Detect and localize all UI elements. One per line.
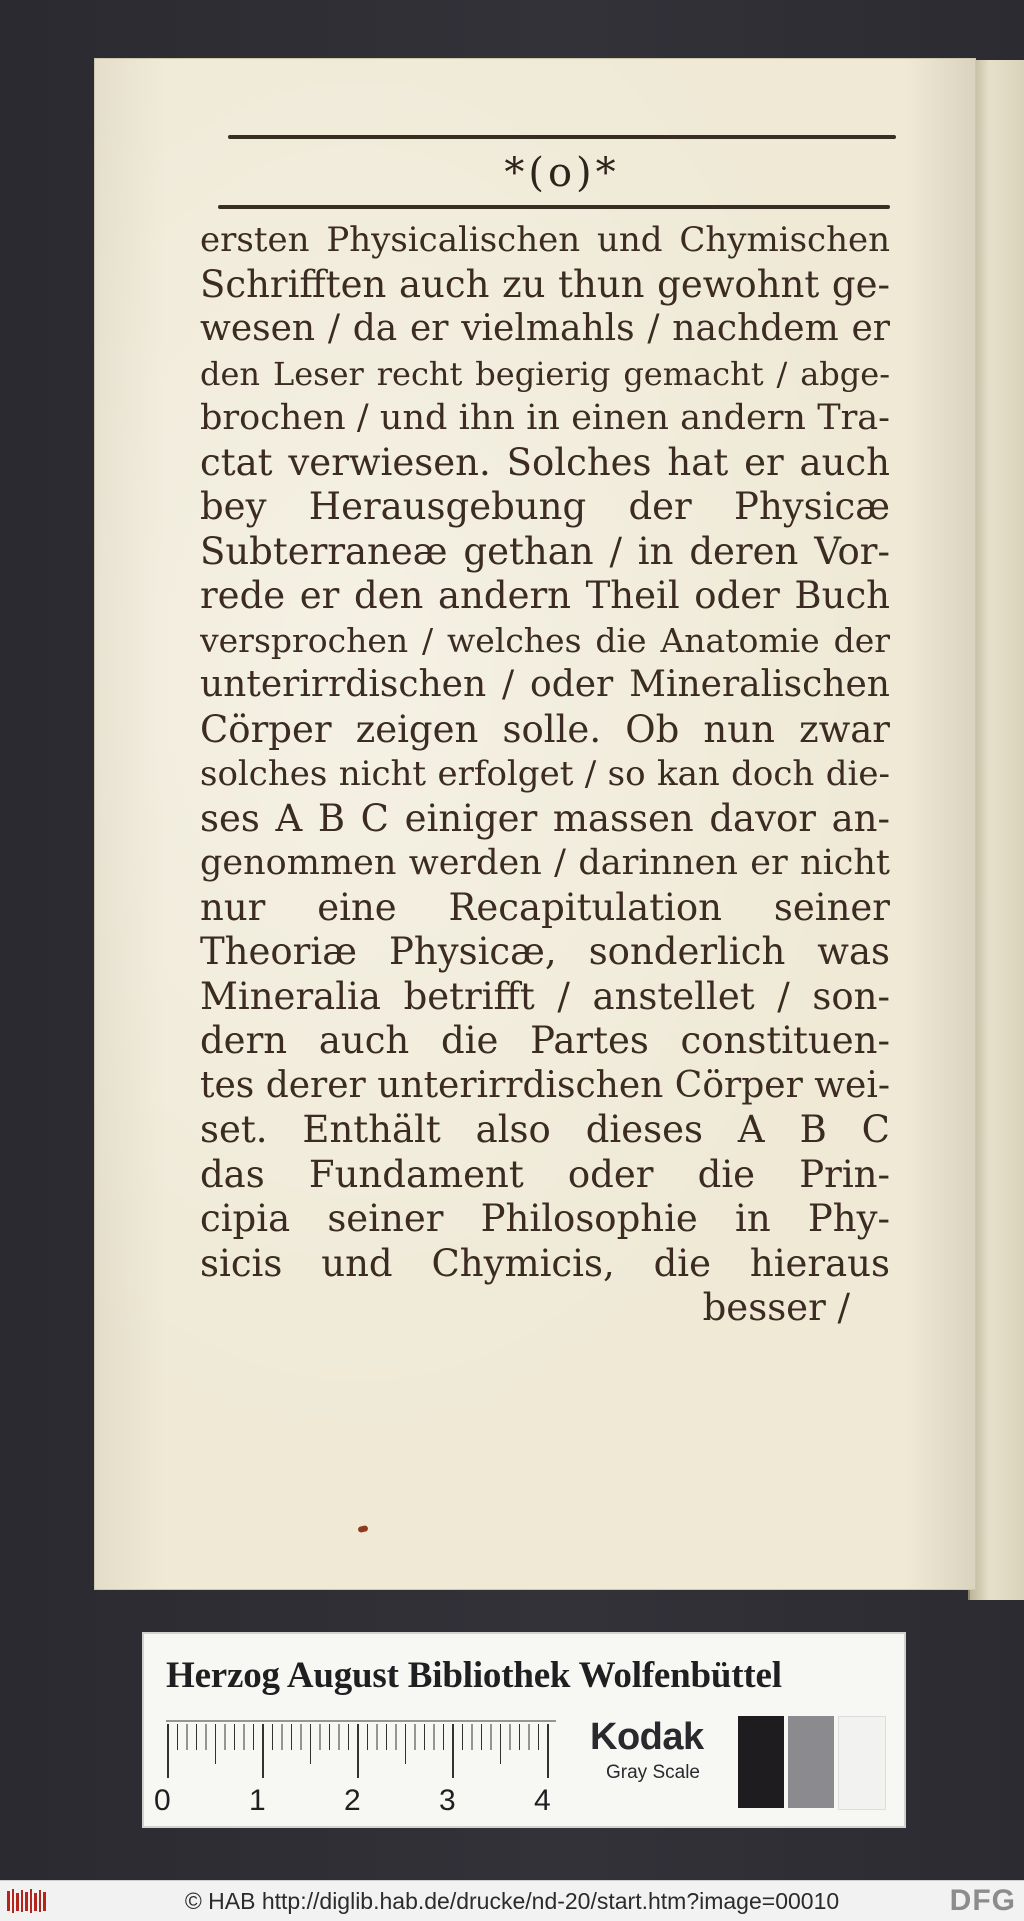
ruler-number: 3 (439, 1784, 456, 1817)
dfg-logo: DFG (949, 1884, 1016, 1917)
copyright-url[interactable]: © HAB http://diglib.hab.de/drucke/nd-20/start.htm?image=00010 (184, 1888, 840, 1914)
text-line: wesen / da er vielmahls / nachdem er (200, 308, 890, 349)
text-line: Schrifften auch zu thun gewohnt ge- (200, 262, 890, 306)
library-name: Herzog August Bibliothek Wolfenbüttel (166, 1655, 782, 1696)
text-line: unterirrdischen / oder Mineralischen (200, 664, 890, 705)
ruler-number: 4 (534, 1784, 551, 1817)
text-line: genommen werden / darinnen er nicht (200, 843, 890, 883)
swatch-gray (788, 1716, 834, 1808)
kodak-brand: Kodak (590, 1716, 704, 1758)
text-line: rede er den andern Theil oder Buch (200, 574, 890, 617)
text-line: Cörper zeigen solle. Ob nun zwar (200, 707, 890, 751)
swatch-white (838, 1716, 886, 1810)
gray-scale-label: Gray Scale (606, 1762, 700, 1783)
text-line: versprochen / welches die Anatomie der (200, 620, 890, 660)
footer-bar (0, 1880, 1024, 1921)
ruler-number: 0 (154, 1784, 171, 1817)
text-line: solches nicht erfolget / so kan doch die- (200, 754, 890, 794)
text-line: Subterraneæ gethan / in deren Vor- (200, 529, 890, 573)
swatch-black (738, 1716, 784, 1808)
page-header: *(o)* (504, 150, 620, 196)
text-line: sicis und Chymicis, die hieraus (200, 1241, 890, 1285)
header-rule-bottom (218, 205, 890, 209)
text-line: nur eine Recapitulation seiner (200, 885, 890, 929)
adjacent-page-edge (968, 60, 1024, 1600)
text-line: set. Enthält also dieses A B C (200, 1108, 890, 1151)
text-line: dern auch die Partes constituen- (200, 1019, 890, 1062)
ruler-number: 1 (249, 1784, 266, 1817)
text-line: ses A B C einiger massen davor an- (200, 796, 890, 840)
ruler-numbers (154, 1784, 551, 1820)
color-scale-card (142, 1632, 906, 1828)
text-line: den Leser recht begierig gemacht / abge- (200, 354, 890, 393)
text-line: ctat verwiesen. Solches hat er auch (200, 440, 890, 484)
ruler-ticks (166, 1720, 556, 1778)
page-text-block (200, 218, 890, 1331)
text-line: tes derer unterirrdischen Cörper wei- (200, 1064, 890, 1106)
text-line: brochen / und ihn in einen andern Tra- (200, 398, 890, 438)
text-line: das Fundament oder die Prin- (200, 1152, 890, 1196)
text-line: Theoriæ Physicæ, sonderlich was (200, 930, 890, 973)
header-rule-top (228, 135, 896, 139)
text-line: cipia seiner Philosophie in Phy- (200, 1197, 890, 1240)
text-line: besser / (702, 1286, 850, 1329)
ruler-number: 2 (344, 1784, 361, 1817)
text-line: bey Herausgebung der Physicæ (200, 485, 890, 528)
text-line: Mineralia betrifft / anstellet / son- (200, 974, 890, 1018)
text-line: ersten Physicalischen und Chymischen (200, 220, 890, 260)
